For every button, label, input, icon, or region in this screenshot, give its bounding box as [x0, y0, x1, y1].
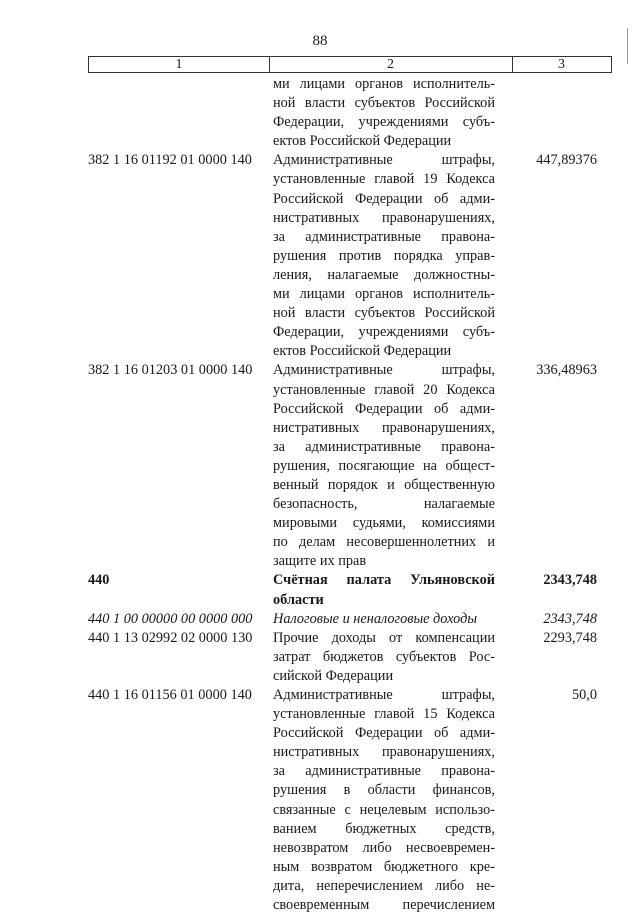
table-header — [88, 56, 612, 73]
description-line: ной власти субъектов Российской — [273, 305, 495, 322]
amount-value: 2343,748 — [543, 610, 597, 627]
description-line: за административные правона- — [273, 438, 495, 455]
description-line: дита, неперечислением либо не- — [273, 877, 495, 894]
description-line: за административные правона- — [273, 763, 495, 780]
description-line: Федерации, учреждениями субъ- — [273, 114, 495, 131]
description-line: Федерации, учреждениями субъ- — [273, 324, 495, 341]
budget-code: 440 1 13 02992 02 0000 130 — [88, 629, 253, 646]
description-line: Административные штрафы, — [273, 687, 495, 703]
description-line: ектов Российской Федерации — [273, 133, 452, 150]
description-line: рушения, посягающие на общест- — [273, 457, 495, 474]
budget-code: 440 1 00 00000 00 0000 000 — [88, 610, 253, 627]
description-line: Российской Федерации об адми- — [273, 190, 495, 207]
table-row — [88, 629, 612, 686]
description-line: области — [273, 591, 324, 608]
description-line: рушения в области финансов, — [273, 782, 495, 799]
description-line: нистративных правонарушениях, — [273, 419, 495, 436]
income-description — [273, 610, 495, 629]
income-description — [273, 361, 495, 571]
income-description — [273, 686, 495, 915]
description-line: ления, налагаемые должностны- — [273, 266, 495, 283]
description-line: ектов Российской Федерации — [273, 343, 452, 360]
description-line: ной власти субъектов Российской — [273, 95, 495, 112]
description-line: сийской Федерации — [273, 667, 394, 684]
description-line: нистративных правонарушениях, — [273, 744, 495, 761]
description-line: невозвратом либо несвоевремен- — [273, 839, 495, 856]
table-row — [88, 361, 612, 571]
description-line: установленные главой 19 Кодекса — [273, 171, 495, 188]
description-line: безопасность, налагаемые — [273, 496, 495, 513]
description-line: связанные с нецелевым использо- — [273, 801, 495, 818]
amount-value: 336,48963 — [536, 362, 597, 379]
description-line: установленные главой 20 Кодекса — [273, 381, 495, 398]
description-line: защите их прав — [273, 553, 367, 570]
description-line: своевременным перечислением — [273, 897, 495, 914]
description-line: ным возвратом бюджетного кре- — [273, 858, 495, 875]
description-line: Налоговые и неналоговые доходы — [273, 610, 478, 627]
description-line: по делам несовершеннолетних и — [273, 534, 495, 551]
column-header-3: 3 — [558, 57, 565, 72]
description-line: мировыми судьями, комиссиями — [273, 515, 495, 532]
amount-value: 2343,748 — [543, 572, 597, 589]
description-line: Российской Федерации об адми- — [273, 725, 495, 742]
table-row — [88, 75, 612, 151]
description-line: Счётная палата Ульяновской — [273, 572, 495, 589]
income-description — [273, 629, 495, 686]
amount-value: 2293,748 — [543, 629, 597, 646]
income-description — [273, 571, 495, 609]
page-number: 88 — [312, 33, 328, 49]
income-description — [273, 151, 495, 361]
income-description — [273, 75, 495, 151]
table-row — [88, 151, 612, 361]
description-line: Прочие доходы от компенсации — [273, 629, 495, 646]
table-row — [88, 610, 612, 629]
table-row — [88, 686, 612, 915]
description-line: за административные правона- — [273, 228, 495, 245]
column-header-1: 1 — [89, 57, 270, 72]
description-line: установленные главой 15 Кодекса — [273, 706, 495, 723]
budget-code: 440 — [88, 572, 110, 589]
description-line: ми лицами органов исполнитель- — [273, 286, 495, 303]
description-line: Административные штрафы, — [273, 362, 495, 379]
amount-value: 50,0 — [571, 687, 597, 703]
description-line: ми лицами органов исполнитель- — [273, 76, 495, 92]
description-line: рушения против порядка управ- — [273, 247, 495, 264]
table-body — [88, 75, 612, 915]
margin-line — [627, 28, 628, 64]
description-line: нистративных правонарушениях, — [273, 209, 495, 226]
amount-value: 447,89376 — [536, 152, 597, 169]
description-line: венный порядок и общественную — [273, 476, 495, 493]
description-line: Административные штрафы, — [273, 152, 495, 169]
budget-code: 382 1 16 01192 01 0000 140 — [88, 152, 252, 169]
table-row — [88, 571, 612, 609]
budget-code: 382 1 16 01203 01 0000 140 — [88, 362, 253, 379]
description-line: ванием бюджетных средств, — [273, 820, 495, 837]
description-line: Российской Федерации об адми- — [273, 400, 495, 417]
budget-code: 440 1 16 01156 01 0000 140 — [88, 687, 252, 703]
description-line: затрат бюджетов субъектов Рос- — [273, 648, 495, 665]
column-header-2: 2 — [269, 57, 513, 72]
